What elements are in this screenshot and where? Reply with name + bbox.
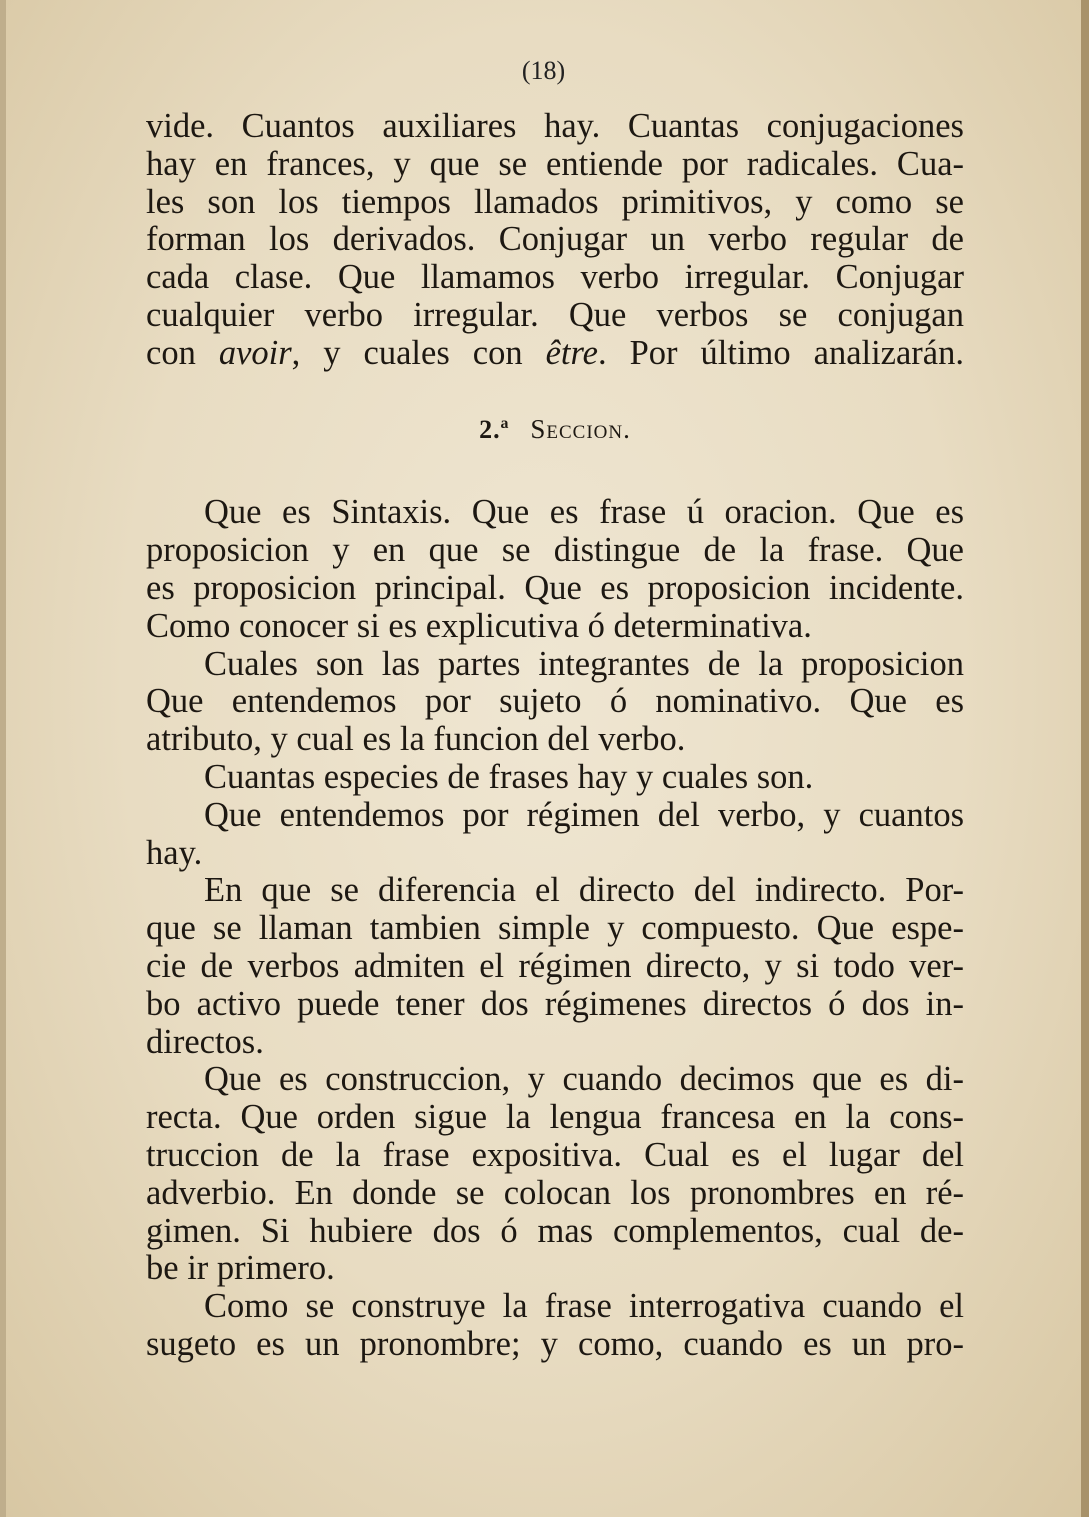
text-line: Que entendemos por régimen del verbo, y cuantos xyxy=(204,795,964,834)
text-line: cada clase. Que llamamos verbo irregular. Conjugar xyxy=(146,258,964,297)
text-line: Cuantas especies de frases hay y cuales son. xyxy=(204,757,814,796)
text-line: adverbio. En donde se colocan los pronombres en ré- xyxy=(146,1173,964,1212)
text-line: les son los tiempos llamados primitivos, y como se xyxy=(146,182,964,221)
paragraph xyxy=(146,1061,964,1288)
text-line: be ir primero. xyxy=(146,1249,335,1288)
section-title: Seccion. xyxy=(530,413,631,444)
text-line: cualquier verbo irregular. Que verbos se conjugan xyxy=(146,295,964,334)
paragraph xyxy=(146,1288,964,1364)
text-line: es proposicion principal. Que es proposicion incidente. xyxy=(146,568,964,607)
text-line: En que se diferencia el directo del indirecto. Por- xyxy=(204,871,964,910)
text-line: directos. xyxy=(146,1022,264,1061)
text-line-italic-terms: con avoir, y cuales con être. Por último analizarán. xyxy=(146,333,964,372)
text-line: Cuales son las partes integrantes de la proposicion xyxy=(204,644,964,683)
text-line: atributo, y cual es la funcion del verbo. xyxy=(146,720,686,759)
italic-term: être xyxy=(545,333,598,372)
paragraph xyxy=(146,872,964,1061)
text-line: recta. Que orden sigue la lengua francesa en la cons- xyxy=(146,1098,964,1137)
text-line: sugeto es un pronombre; y como, cuando es un pro- xyxy=(146,1324,964,1363)
paragraph xyxy=(146,646,964,759)
paragraph xyxy=(146,494,964,645)
text-line: vide. Cuantos auxiliares hay. Cuantas conjugaciones xyxy=(146,107,964,145)
text-line: gimen. Si hubiere dos ó mas complementos, cual de- xyxy=(146,1211,964,1250)
text-line: que se llaman tambien simple y compuesto. Que espe- xyxy=(146,909,964,948)
page-number: (18) xyxy=(521,56,566,85)
text-line: Como conocer si es explicutiva ó determinativa. xyxy=(146,606,812,645)
text-line: hay en frances, y que se entiende por radicales. Cua- xyxy=(146,144,964,183)
text-line: bo activo puede tener dos régimenes directos ó dos in- xyxy=(146,984,964,1023)
text-line: hay. xyxy=(146,833,203,872)
text-line: cie de verbos admiten el régimen directo, y si todo ver- xyxy=(146,946,964,985)
text-line: Que es Sintaxis. Que es frase ú oracion. Que es xyxy=(204,493,964,532)
paragraph xyxy=(146,759,964,797)
opening-paragraph xyxy=(146,108,964,373)
text-line: Que entendemos por sujeto ó nominativo. Que es xyxy=(146,682,964,721)
text-line: Como se construye la frase interrogativa cuando el xyxy=(204,1287,964,1326)
section-number: 2.ª xyxy=(479,414,510,444)
italic-term: avoir xyxy=(218,333,292,372)
text-line: truccion de la frase expositiva. Cual es el lugar del xyxy=(146,1135,964,1174)
text-line: proposicion y en que se distingue de la frase. Que xyxy=(146,531,964,570)
text-line: forman los derivados. Conjugar un verbo regular de xyxy=(146,220,964,259)
text-line: Que es construccion, y cuando decimos que es di- xyxy=(204,1060,964,1099)
paragraph xyxy=(146,797,964,873)
section-heading xyxy=(146,411,964,451)
body-text xyxy=(146,108,964,1364)
